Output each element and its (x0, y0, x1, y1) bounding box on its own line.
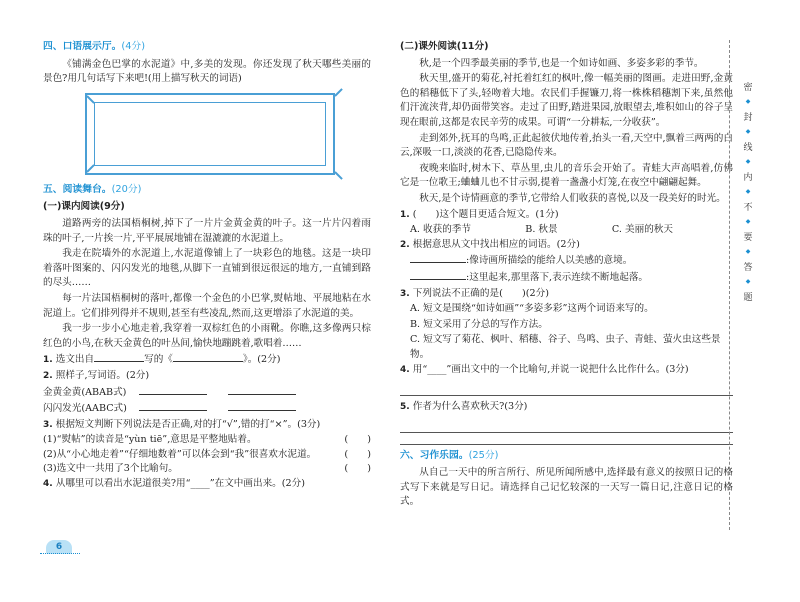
answer-lines-q5[interactable] (400, 421, 733, 445)
page-number-decoration (40, 553, 80, 556)
seal-char: 题 (743, 293, 753, 303)
extra-question-3-option-b: B. 短文采用了分总的写作方法。 (410, 318, 548, 330)
judge-item-1: (1)“熨帖”的读音是“yùn tiē”,意思是平整地贴着。 ( ) (43, 433, 371, 448)
answer-line[interactable] (400, 384, 733, 396)
seal-mark-icon: ◆ (745, 248, 751, 255)
answer-blank[interactable] (173, 352, 243, 362)
seal-char: 封 (743, 113, 753, 123)
extra-question-1-options (400, 223, 733, 238)
question-2-example-2: 闪闪发光(AABC式) (43, 401, 371, 417)
extra-question-5: 5. 作者为什么喜欢秋天?(3分) (400, 401, 528, 413)
question-4: 4. 从哪里可以看出水泥道很美?用“____”在文中画出来。(2分) (43, 478, 305, 490)
extra-question-3-option-c: C. 短文写了菊花、枫叶、稻穗、谷子、鸟鸣、虫子、青蛙、萤火虫这些景物。 (410, 334, 721, 360)
section-5-heading (43, 183, 371, 198)
seal-mark-icon: ◆ (745, 218, 751, 225)
binding-line (729, 40, 730, 530)
passage-paragraph-1: 道路两旁的法国梧桐树,掉下了一片片金黄金黄的叶子。这一片片闪着雨珠的叶子,一片挨一片,平平展展地铺在湿漉漉的水泥道上。 (43, 217, 371, 244)
extra-paragraph-5: 秋天,是个诗情画意的季节,它带给人们收获的喜悦,以及一段美好的时光。 (419, 192, 726, 204)
question-3: 3. 根据短文判断下列说法是否正确,对的打“√”,错的打“×”。(3分) (43, 418, 321, 430)
option-a: A. 收获的季节 (410, 224, 471, 236)
section-6-score: (25分) (468, 449, 499, 461)
passage-paragraph-4: 我一步一步小心地走着,我穿着一双棕红色的小雨靴。你瞧,这多像两只棕红色的小鸟,在秋天金黄色的叶丛间,愉快地蹦跳着,歌唱着…… (43, 323, 371, 349)
seal-char: 不 (743, 203, 753, 213)
seal-mark-icon: ◆ (745, 278, 751, 285)
passage-paragraph-3: 每一片法国梧桐树的落叶,都像一个金色的小巴掌,熨帖地、平展地粘在水泥道上。它们排列得并不规则,甚至有些凌乱,然而,这更增添了水泥道的美。 (43, 292, 371, 319)
seal-mark-icon: ◆ (745, 158, 751, 165)
answer-line[interactable] (400, 433, 733, 445)
judge-paren[interactable]: ( ) (344, 463, 371, 475)
seal-char: 答 (743, 263, 753, 273)
answer-blank[interactable] (410, 270, 466, 280)
section-5-title: 五、阅读舞台。 (43, 183, 112, 195)
passage-paragraph-2: 我走在院墙外的水泥道上,水泥道像铺上了一块彩色的地毯。这是一块印着落叶图案的、闪闪发光的地毯,从脚下一直铺到很远很远的地方,一直铺到路的尽头…… (43, 248, 371, 289)
answer-lines-q4[interactable] (400, 384, 733, 396)
extra-question-3: 3. 下列说法不正确的是( )(2分) (400, 287, 549, 299)
extra-paragraph-1: 秋,是一个四季最美丽的季节,也是一个如诗如画、多姿多彩的季节。 (419, 57, 704, 69)
seal-char: 要 (743, 233, 753, 243)
in-class-reading-title: (一)课内阅读(9分) (43, 201, 125, 213)
frame-corner (86, 164, 94, 172)
question-2-example-1: 金黄金黄(ABAB式) (43, 385, 371, 401)
section-4-title: 四、口语展示厅。 (43, 41, 122, 52)
extra-question-2-item-2: :这里起来,那里落下,表示连续不断地起落。 (400, 270, 733, 286)
extra-question-3-option-a: A. 短文是围绕“如诗如画”“多姿多彩”这两个词语来写的。 (410, 303, 654, 315)
seal-mark-icon: ◆ (745, 188, 751, 195)
extra-question-1: 1. ( )这个题目更适合短文。(1分) (400, 208, 559, 220)
seal-char: 内 (743, 173, 753, 183)
left-column (43, 40, 371, 493)
section-5-score: (20分) (111, 183, 142, 195)
section-4-heading (43, 40, 371, 55)
option-b: B. 秋景 (525, 224, 558, 236)
answer-blank[interactable] (94, 352, 144, 362)
seal-line-text (738, 80, 758, 303)
section-6-heading (400, 449, 733, 464)
judge-item-2: (2)从“小心地走着”“仔细地数着”可以体会到“我”很喜欢水泥道。 ( ) (43, 448, 371, 463)
frame-corner (86, 95, 94, 103)
extra-paragraph-2: 秋天里,盛开的菊花,衬托着红红的枫叶,像一幅美丽的图画。走进田野,金黄色的稻穗低下了头,轻吻着大地。农民们手握镰刀,将一株株稻穗割下来,虽然他们汗流浃背,却仍面带笑容。走过了田野,踏进果园,放眼望去,堆积如山的谷子呈现在眼前,这都是农民辛劳的成果。可谓“一分耕耘,一分收获”。 (400, 73, 733, 128)
section-6-prompt: 从自己一天中的所言所行、所见所闻所感中,选择最有意义的按照日记的格式写下来就是写日记。请选择自己记忆较深的一天写一篇日记,注意日记的格式。 (400, 467, 733, 508)
judge-paren[interactable]: ( ) (344, 448, 371, 460)
answer-frame[interactable] (85, 93, 335, 175)
frame-corner (334, 171, 342, 179)
answer-blank[interactable] (228, 401, 296, 411)
answer-blank[interactable] (410, 253, 466, 263)
seal-mark-icon: ◆ (745, 98, 751, 105)
answer-blank[interactable] (139, 401, 207, 411)
extra-paragraph-4: 夜晚来临时,树木下、草丛里,虫儿的音乐会开始了。青蛙大声高唱着,仿佛它是一位歌王;蛐蛐儿也不甘示弱,提着一盏盏小灯笼,在夜空中翩翩起舞。 (400, 162, 733, 189)
answer-blank[interactable] (228, 385, 296, 395)
seal-char: 密 (743, 83, 753, 93)
right-column (400, 40, 733, 511)
section-4-prompt: 《铺满金色巴掌的水泥道》中,多美的发现。你还发现了秋天哪些美丽的景色?用几句话写下来吧!(用上描写秋天的词语) (43, 58, 371, 85)
extra-paragraph-3: 走到郊外,抚耳的鸟鸣,正此起彼伏地传着,抬头一看,天空中,飘着三两两的白云,深吸一口,淡淡的花香,已隐隐传来。 (400, 132, 733, 159)
page-number: 6 (46, 540, 72, 554)
option-c: C. 美丽的秋天 (611, 224, 673, 236)
frame-corner (334, 88, 342, 96)
question-2: 2. 照样子,写词语。(2分) (43, 369, 150, 381)
section-6-title: 六、习作乐园。 (400, 449, 469, 461)
judge-paren[interactable]: ( ) (344, 434, 371, 446)
extra-reading-title: (二)课外阅读(11分) (400, 41, 489, 52)
seal-mark-icon: ◆ (745, 128, 751, 135)
extra-question-2-item-1: :像诗画所描绘的能给人以美感的意境。 (400, 253, 733, 269)
answer-blank[interactable] (139, 385, 207, 395)
question-1: 1. 选文出自 写的《 》。(2分) (43, 354, 281, 366)
answer-line[interactable] (400, 421, 733, 433)
seal-char: 线 (743, 143, 753, 153)
extra-question-2: 2. 根据意思从文中找出相应的词语。(2分) (400, 238, 580, 250)
extra-question-4: 4. 用“____”画出文中的一个比喻句,并说一说把什么比作什么。(3分) (400, 364, 689, 376)
judge-item-3: (3)选文中一共用了3个比喻句。 ( ) (43, 462, 371, 477)
choice-paren[interactable]: ( ) (412, 208, 440, 220)
section-4-score: (4分) (121, 41, 146, 52)
